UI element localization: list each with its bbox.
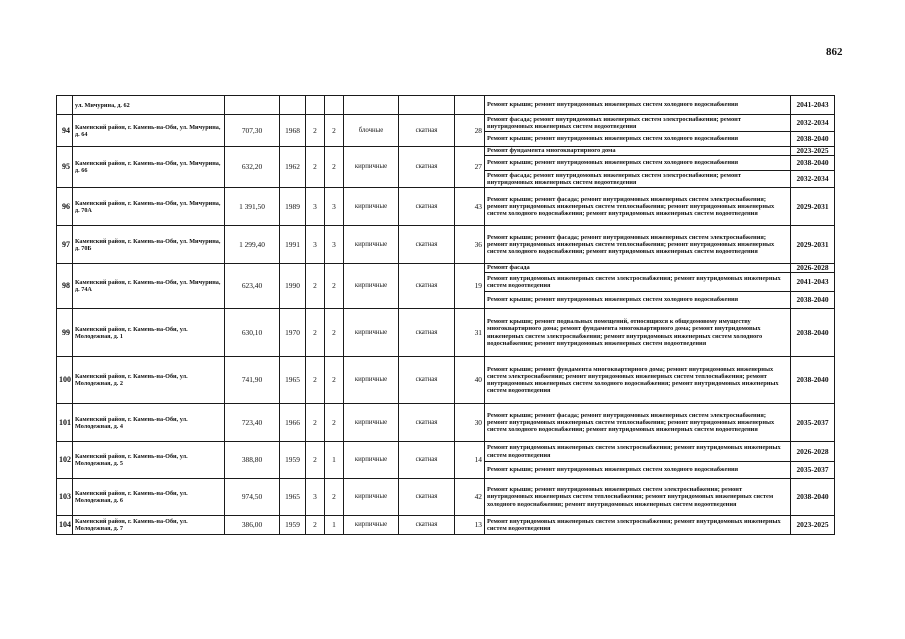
house-number [57,96,73,115]
house-area: 630,10 [225,309,280,357]
wall-material: кирпичные [344,147,399,188]
wall-material: кирпичные [344,442,399,479]
table-row [57,309,835,357]
house-area: 632,20 [225,147,280,188]
work-period: 2035-2037 [791,404,835,442]
work-period: 2035-2037 [791,462,835,479]
apartments-count: 31 [455,309,485,357]
entrances-count: 2 [325,404,344,442]
work-description: Ремонт внутридомовых инженерных систем электроснабжения; ремонт внутридомовых инженерных систем водоотведения [485,442,791,462]
work-period: 2038-2040 [791,132,835,147]
housing-repair-table [56,95,835,535]
roof-type: скатная [399,147,455,188]
house-number: 94 [57,115,73,147]
wall-material: кирпичные [344,404,399,442]
build-year: 1966 [280,404,306,442]
build-year: 1990 [280,264,306,309]
floors-count: 2 [306,357,325,404]
work-period: 2029-2031 [791,226,835,264]
house-area: 1 299,40 [225,226,280,264]
floors-count: 3 [306,188,325,226]
wall-material [344,96,399,115]
floors-count: 3 [306,226,325,264]
entrances-count [325,96,344,115]
work-period: 2029-2031 [791,188,835,226]
work-period: 2023-2025 [791,516,835,535]
entrances-count: 2 [325,147,344,188]
work-period: 2032-2034 [791,171,835,188]
wall-material: кирпичные [344,357,399,404]
house-address: Каменский район, г. Камень-на-Оби, ул. Молодежная, д. 4 [73,404,225,442]
build-year: 1968 [280,115,306,147]
floors-count: 2 [306,115,325,147]
house-number: 104 [57,516,73,535]
work-period: 2038-2040 [791,479,835,516]
build-year: 1991 [280,226,306,264]
house-address: Каменский район, г. Камень-на-Оби, ул. Молодежная, д. 5 [73,442,225,479]
table-body [57,96,835,535]
wall-material: блочные [344,115,399,147]
work-description: Ремонт крыши; ремонт фасада; ремонт внутридомовых инженерных систем электроснабжения; ремонт внутридомовых инженерных систем теплоснабжения; ремонт внутридомовых инженерных систем холодного водоснабжения; ремонт внутридомовых инженерных систем водоотведения [485,226,791,264]
entrances-count: 1 [325,442,344,479]
house-address: Каменский район, г. Камень-на-Оби, ул. Мичурина, д. 66 [73,147,225,188]
build-year: 1970 [280,309,306,357]
build-year: 1965 [280,357,306,404]
work-description: Ремонт фасада; ремонт внутридомовых инженерных систем электроснабжения; ремонт внутридомовых инженерных систем водоотведения [485,115,791,132]
work-description: Ремонт внутридомовых инженерных систем электроснабжения; ремонт внутридомовых инженерных систем водоотведения [485,516,791,535]
work-description: Ремонт крыши; ремонт внутридомовых инженерных систем холодного водоснабжения [485,292,791,309]
apartments-count: 36 [455,226,485,264]
entrances-count: 3 [325,188,344,226]
apartments-count [455,96,485,115]
work-description: Ремонт крыши; ремонт внутридомовых инженерных систем холодного водоснабжения [485,156,791,171]
floors-count: 2 [306,309,325,357]
floors-count: 2 [306,442,325,479]
table-row [57,115,835,132]
floors-count: 2 [306,147,325,188]
wall-material: кирпичные [344,479,399,516]
table-row [57,264,835,273]
floors-count: 2 [306,516,325,535]
wall-material: кирпичные [344,226,399,264]
work-description: Ремонт фасада [485,264,791,273]
entrances-count: 2 [325,264,344,309]
house-area: 388,80 [225,442,280,479]
roof-type: скатная [399,309,455,357]
house-area: 741,90 [225,357,280,404]
house-area: 974,50 [225,479,280,516]
roof-type: скатная [399,357,455,404]
work-description: Ремонт крыши; ремонт фасада; ремонт внутридомовых инженерных систем электроснабжения; ремонт внутридомовых инженерных систем теплоснабжения; ремонт внутридомовых инженерных систем холодного водоснабжения; ремонт внутридомовых инженерных систем водоотведения [485,404,791,442]
wall-material: кирпичные [344,188,399,226]
work-period: 2038-2040 [791,292,835,309]
work-description: Ремонт крыши; ремонт внутридомовых инженерных систем холодного водоснабжения [485,96,791,115]
house-address: Каменский район, г. Камень-на-Оби, ул. Мичурина, д. 70Б [73,226,225,264]
table-row [57,442,835,462]
work-description: Ремонт крыши; ремонт фасада; ремонт внутридомовых инженерных систем электроснабжения; ремонт внутридомовых инженерных систем теплоснабжения; ремонт внутридомовых инженерных систем холодного водоснабжения; ремонт внутридомовых инженерных систем водоотведения [485,188,791,226]
work-period: 2038-2040 [791,156,835,171]
table-row [57,188,835,226]
house-number: 97 [57,226,73,264]
table-row [57,479,835,516]
work-description: Ремонт фундамента многоквартирного дома [485,147,791,156]
house-address: Каменский район, г. Камень-на-Оби, ул. Мичурина, д. 74А [73,264,225,309]
work-period: 2041-2043 [791,273,835,292]
roof-type: скатная [399,264,455,309]
house-number: 99 [57,309,73,357]
house-address: Каменский район, г. Камень-на-Оби, ул. Молодежная, д. 7 [73,516,225,535]
house-number: 98 [57,264,73,309]
entrances-count: 2 [325,115,344,147]
work-period: 2038-2040 [791,357,835,404]
table-row [57,226,835,264]
roof-type: скатная [399,479,455,516]
work-description: Ремонт фасада; ремонт внутридомовых инженерных систем электроснабжения; ремонт внутридомовых инженерных систем водоотведения [485,171,791,188]
house-number: 102 [57,442,73,479]
house-number: 100 [57,357,73,404]
build-year: 1959 [280,516,306,535]
build-year: 1989 [280,188,306,226]
entrances-count: 1 [325,516,344,535]
work-period: 2032-2034 [791,115,835,132]
wall-material: кирпичные [344,264,399,309]
house-area [225,96,280,115]
work-period: 2026-2028 [791,264,835,273]
house-address: Каменский район, г. Камень-на-Оби, ул. Молодежная, д. 1 [73,309,225,357]
table-row [57,96,835,115]
house-address: Каменский район, г. Камень-на-Оби, ул. Мичурина, д. 64 [73,115,225,147]
house-number: 96 [57,188,73,226]
house-number: 101 [57,404,73,442]
wall-material: кирпичные [344,309,399,357]
apartments-count: 40 [455,357,485,404]
table-row [57,147,835,156]
house-area: 386,00 [225,516,280,535]
house-area: 723,40 [225,404,280,442]
apartments-count: 14 [455,442,485,479]
house-address: Каменский район, г. Камень-на-Оби, ул. Мичурина, д. 70А [73,188,225,226]
house-address: Каменский район, г. Камень-на-Оби, ул. Молодежная, д. 2 [73,357,225,404]
floors-count: 2 [306,404,325,442]
build-year: 1962 [280,147,306,188]
build-year [280,96,306,115]
house-area: 707,30 [225,115,280,147]
floors-count: 3 [306,479,325,516]
house-number: 103 [57,479,73,516]
roof-type: скатная [399,404,455,442]
apartments-count: 42 [455,479,485,516]
roof-type: скатная [399,226,455,264]
house-area: 1 391,50 [225,188,280,226]
house-address: Каменский район, г. Камень-на-Оби, ул. Молодежная, д. 6 [73,479,225,516]
work-description: Ремонт крыши; ремонт подвальных помещений, относящихся к общедомовому имуществу многоквартирного дома; ремонт фундамента многоквартирного дома; ремонт внутридомовых инженерных систем электроснабжения; ремонт внутридомовых инженерных систем холодного водоснабжения; ремонт внутридомовых инженерных систем водоотведения [485,309,791,357]
table-row [57,404,835,442]
apartments-count: 27 [455,147,485,188]
apartments-count: 13 [455,516,485,535]
entrances-count: 2 [325,309,344,357]
work-description: Ремонт крыши; ремонт внутридомовых инженерных систем холодного водоснабжения [485,462,791,479]
work-period: 2038-2040 [791,309,835,357]
apartments-count: 30 [455,404,485,442]
work-description: Ремонт крыши; ремонт внутридомовых инженерных систем холодного водоснабжения [485,132,791,147]
work-period: 2041-2043 [791,96,835,115]
table-row [57,357,835,404]
roof-type: скатная [399,516,455,535]
entrances-count: 2 [325,357,344,404]
apartments-count: 19 [455,264,485,309]
apartments-count: 43 [455,188,485,226]
roof-type: скатная [399,188,455,226]
house-number: 95 [57,147,73,188]
build-year: 1959 [280,442,306,479]
house-area: 623,40 [225,264,280,309]
work-period: 2026-2028 [791,442,835,462]
roof-type [399,96,455,115]
house-address: ул. Мичурина, д. 62 [73,96,225,115]
page-number: 862 [826,46,843,58]
roof-type: скатная [399,442,455,479]
work-description: Ремонт внутридомовых инженерных систем электроснабжения; ремонт внутридомовых инженерных систем водоотведения [485,273,791,292]
work-period: 2023-2025 [791,147,835,156]
entrances-count: 3 [325,226,344,264]
apartments-count: 28 [455,115,485,147]
table-row [57,516,835,535]
build-year: 1965 [280,479,306,516]
roof-type: скатная [399,115,455,147]
work-description: Ремонт крыши; ремонт внутридомовых инженерных систем электроснабжения; ремонт внутридомовых инженерных систем теплоснабжения; ремонт внутридомовых инженерных систем холодного водоснабжения; ремонт внутридомовых инженерных систем водоотведения [485,479,791,516]
floors-count: 2 [306,264,325,309]
floors-count [306,96,325,115]
work-description: Ремонт крыши; ремонт фундамента многоквартирного дома; ремонт внутридомовых инженерных систем электроснабжения; ремонт внутридомовых инженерных систем теплоснабжения; ремонт внутридомовых инженерных систем холодного водоснабжения; ремонт внутридомовых инженерных систем водоотведения [485,357,791,404]
wall-material: кирпичные [344,516,399,535]
entrances-count: 2 [325,479,344,516]
